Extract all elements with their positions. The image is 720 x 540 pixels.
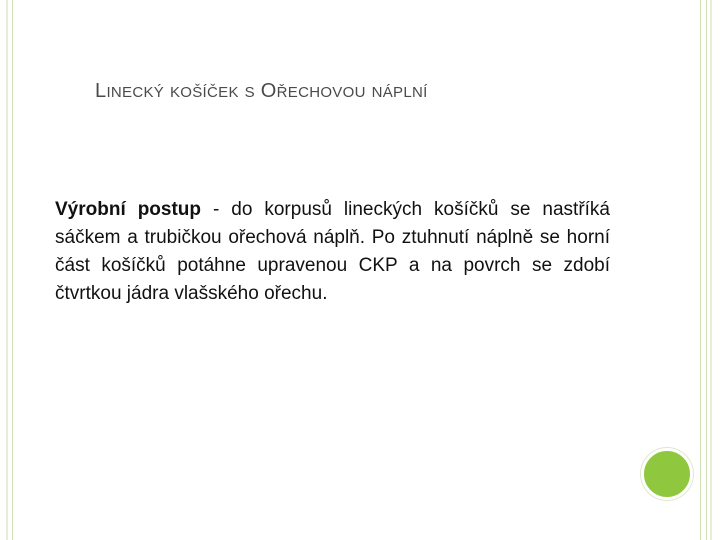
left-border-line bbox=[12, 0, 13, 540]
title-word-2-cap: K bbox=[169, 84, 181, 101]
title-word-1-rest: INECKÝ bbox=[106, 84, 165, 101]
title-word-3: S bbox=[244, 84, 255, 101]
right-border-line-outer bbox=[706, 0, 707, 540]
body-text: - do korpusů lineckých košíčků se nastříká sáčkem a trubičkou ořechová náplň. Po ztuhnutí náplně se horní část košíčků potáhne upravenou CKP a na povrch se zdobí čtvrtkou jádra vlašského ořechu. bbox=[55, 199, 611, 304]
title-word-4-cap: O bbox=[260, 80, 277, 102]
title-word-4-rest: ŘECHOVOU bbox=[276, 84, 366, 101]
body-paragraph bbox=[55, 196, 610, 308]
title-word-5-rest: ÁPLNÍ bbox=[382, 84, 428, 101]
slide-title bbox=[95, 80, 428, 103]
title-word-5-cap: N bbox=[371, 84, 383, 101]
title-word-2-rest: OŠÍČEK bbox=[180, 84, 239, 101]
right-border-line bbox=[700, 0, 701, 540]
body-bold-lead: Výrobní postup bbox=[55, 199, 202, 220]
title-word-1-cap: L bbox=[95, 80, 107, 102]
decorative-green-circle bbox=[641, 448, 693, 500]
